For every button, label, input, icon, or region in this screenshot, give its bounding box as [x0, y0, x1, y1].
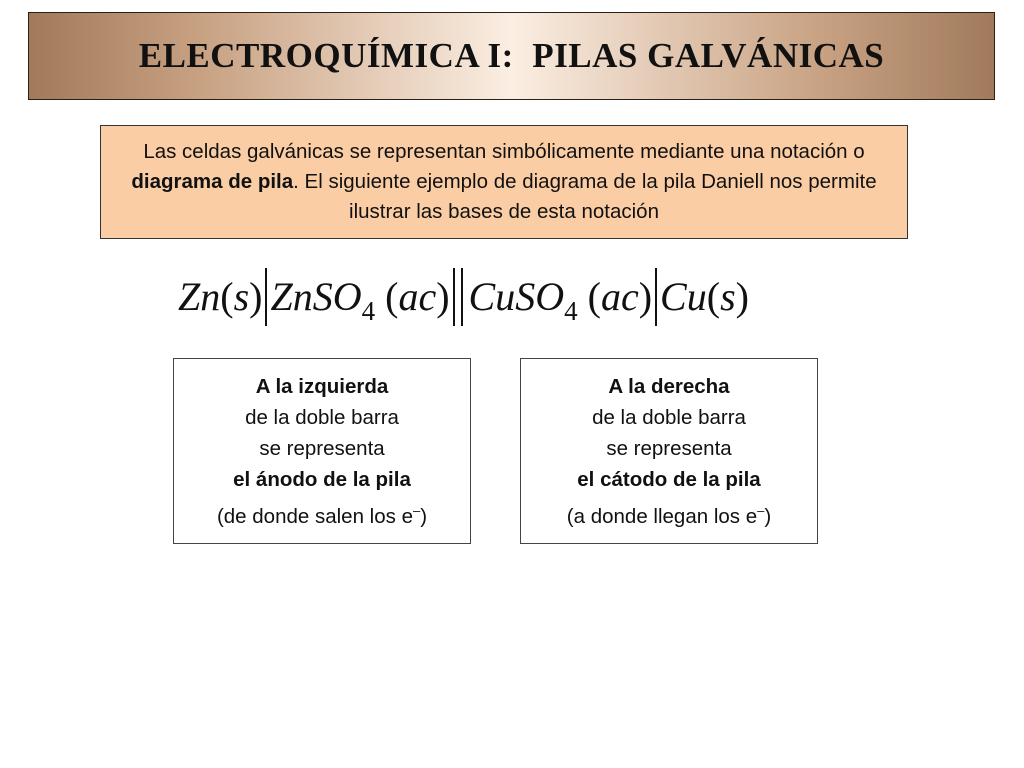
right-box-line2: de la doble barra	[592, 405, 746, 429]
left-box-heading: A la izquierda	[255, 374, 389, 398]
right-box-line3: se representa	[606, 436, 732, 460]
right-box-line5: (a donde llegan los e–)	[566, 502, 772, 528]
formula-znso: ZnSO	[270, 274, 362, 320]
intro-text-part1: Las celdas galvánicas se representan simbólicamente mediante una notación o	[143, 140, 865, 163]
left-box-line5: (de donde salen los e–)	[216, 502, 428, 528]
formula-subscript-2: 4	[564, 296, 578, 327]
double-bar-2	[461, 268, 463, 326]
single-bar-left	[265, 268, 267, 326]
cathode-info-box	[520, 358, 818, 544]
formula-ac-1: ac	[398, 274, 437, 320]
intro-box	[100, 125, 908, 239]
left-box-anode: el ánodo de la pila	[233, 467, 411, 491]
title-banner	[28, 12, 995, 100]
formula-cuso: CuSO	[468, 274, 565, 320]
right-box-heading: A la derecha	[608, 374, 730, 398]
formula-cu: Cu	[660, 274, 707, 320]
formula-state-2: s	[720, 274, 736, 320]
right-box-cathode: el cátodo de la pila	[577, 467, 761, 491]
anode-info-box	[173, 358, 471, 544]
formula-state-1: s	[233, 274, 250, 320]
formula-ac-2: ac	[600, 274, 639, 320]
cell-diagram-formula: Zn(s) ZnSO$_4$ (ac) CuSO$_4$ (ac) Cu(s)	[178, 272, 878, 342]
intro-text-part2: . El siguiente ejemplo de diagrama de la pila Daniell nos permite ilustrar las bases de esta notación	[293, 170, 877, 223]
single-bar-right	[655, 268, 657, 326]
left-box-line3: se representa	[259, 436, 385, 460]
double-bar-1	[453, 268, 455, 326]
intro-text	[113, 137, 895, 227]
slide-title: ELECTROQUÍMICA I: PILAS GALVÁNICAS	[138, 36, 885, 75]
formula-zn: Zn	[178, 274, 221, 320]
formula-subscript-1: 4	[361, 296, 376, 327]
intro-text-bold: diagrama de pila	[131, 170, 294, 193]
left-box-line2: de la doble barra	[245, 405, 399, 429]
